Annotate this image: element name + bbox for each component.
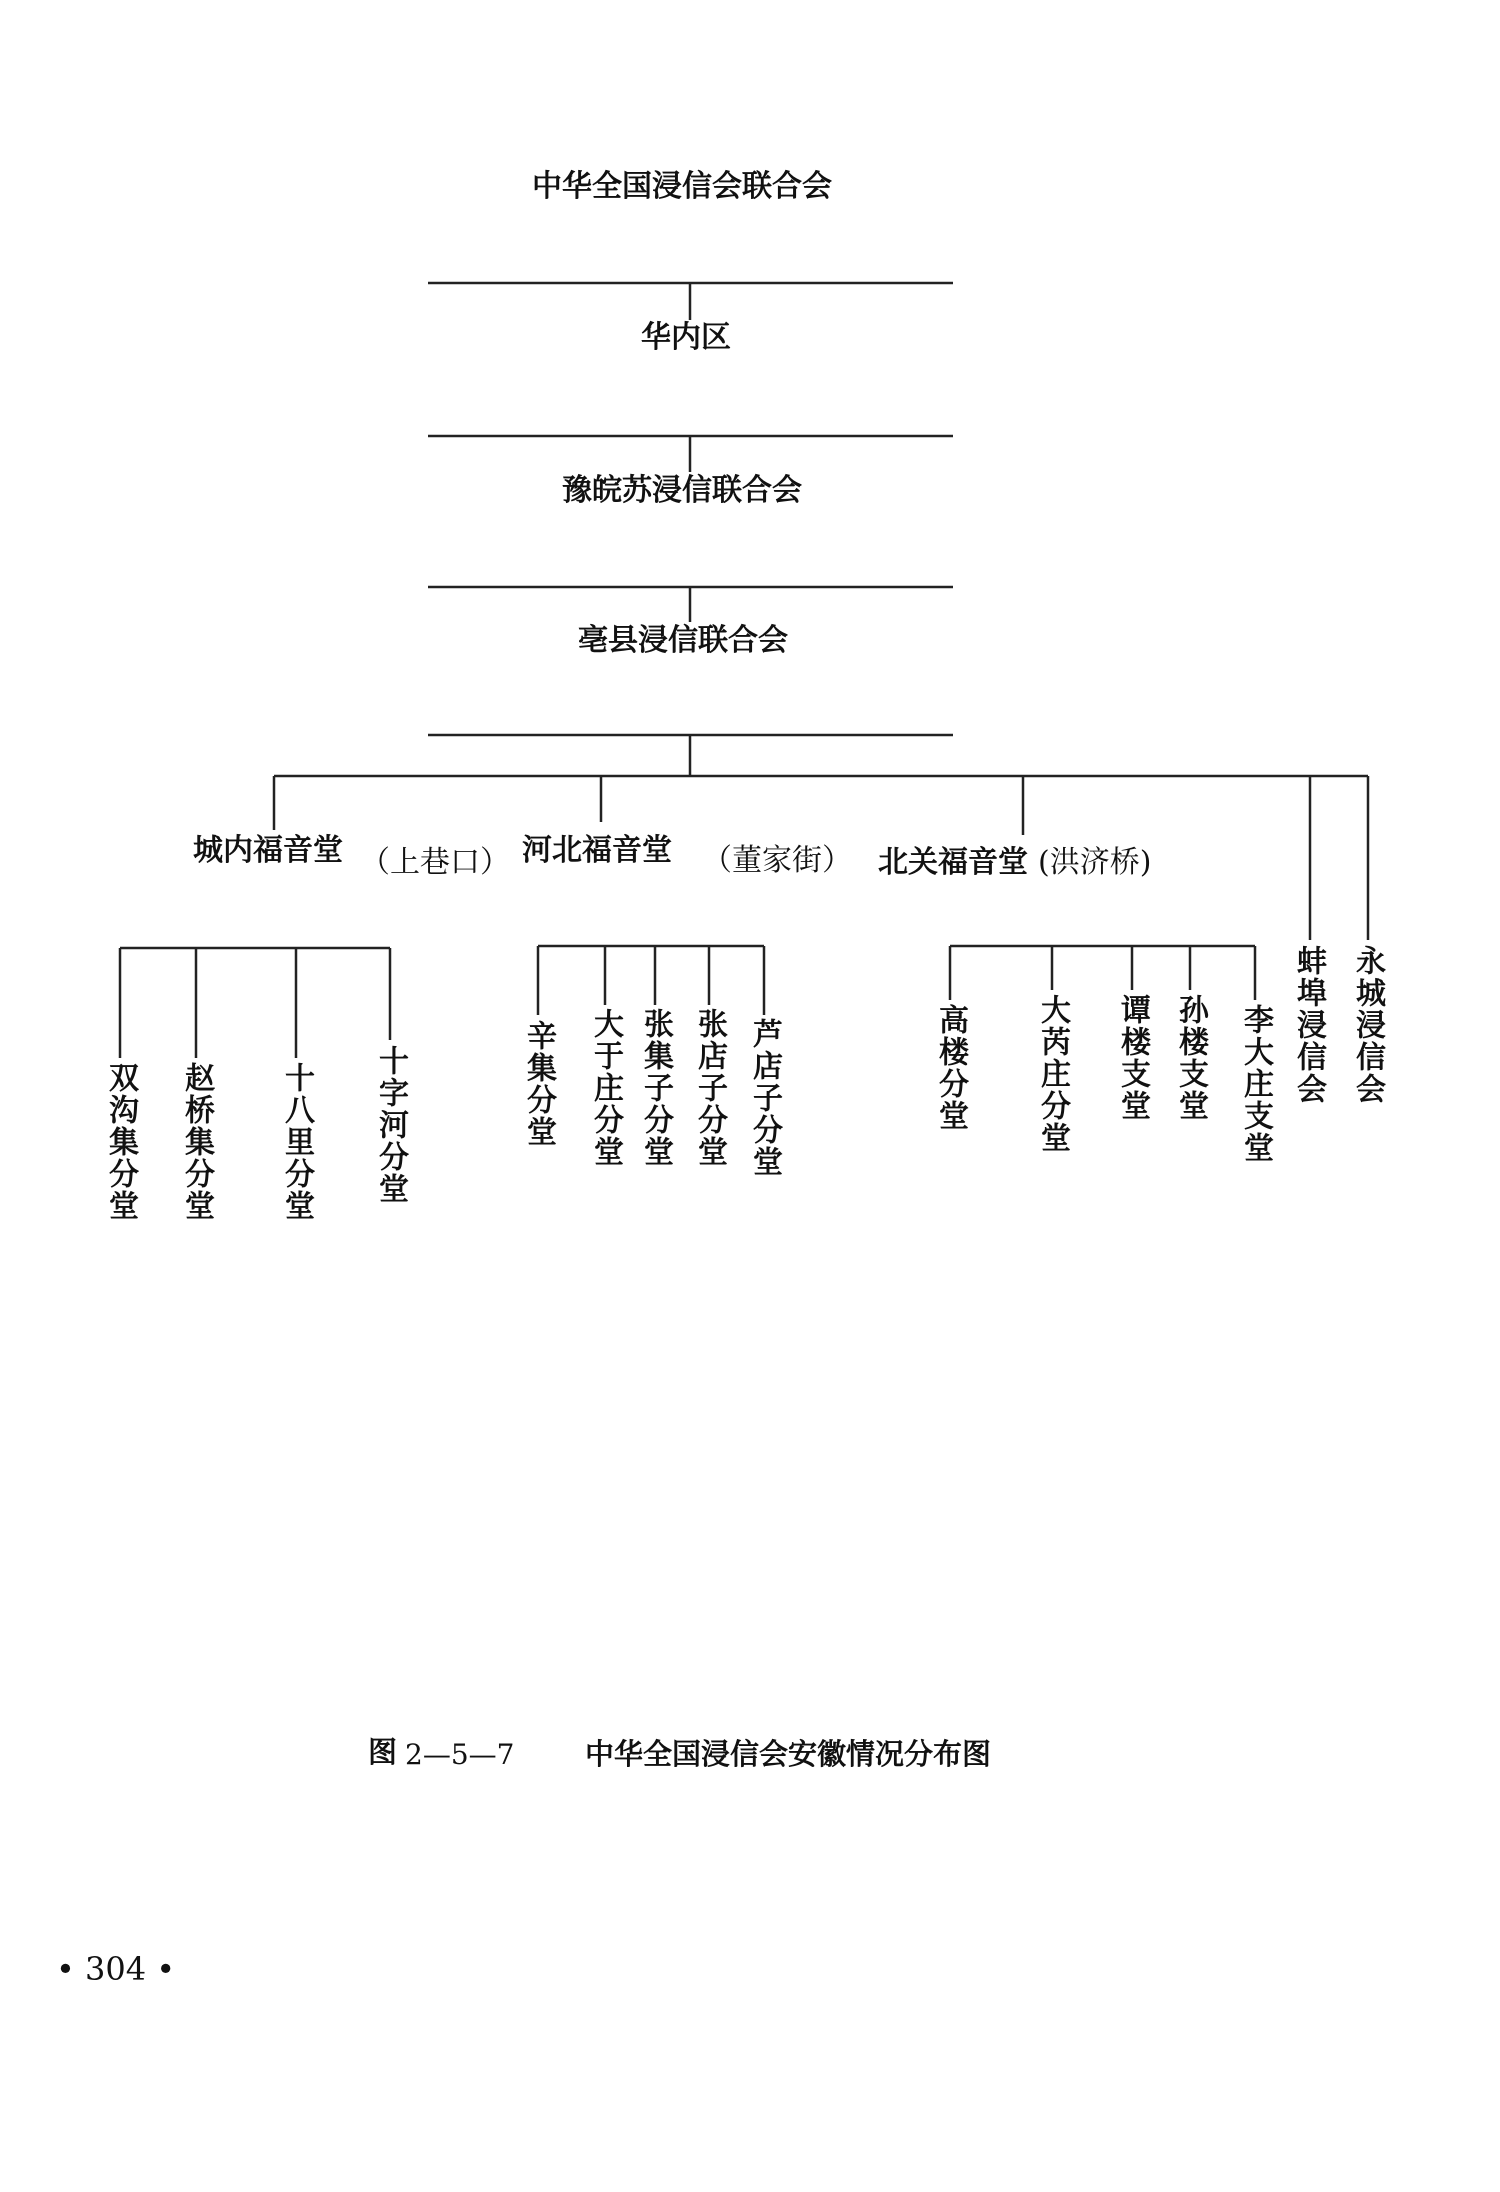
church-chengnei-location: （上巷口） (360, 845, 510, 880)
branch-daruizhuang: 大芮庄分堂 (1035, 994, 1070, 1154)
branch-gaolou: 高楼分堂 (933, 1004, 968, 1132)
branch-shuanggouji: 双沟集分堂 (103, 1062, 138, 1222)
node-top-federation: 中华全国浸信会联合会 (532, 169, 832, 204)
branch-zhangdianzi: 张店子分堂 (692, 1008, 727, 1168)
branch-zhangjizi: 张集子分堂 (638, 1008, 673, 1168)
branch-shibali: 十八里分堂 (279, 1062, 314, 1222)
figure-title: 中华全国浸信会安徽情况分布图 (585, 1737, 992, 1771)
node-county-union: 亳县浸信联合会 (578, 623, 788, 658)
church-hebei-location: （董家街） (702, 843, 852, 878)
figure-label: 图 (368, 1735, 398, 1769)
branch-zhaoqiaoji: 赵桥集分堂 (179, 1062, 214, 1222)
figure-number: 2—5—7 (405, 1738, 515, 1771)
branch-ludianzi: 芦店子分堂 (747, 1018, 782, 1178)
independent-bengbu: 蚌埠浸信会 (1291, 945, 1326, 1105)
node-provincial-union: 豫皖苏浸信联合会 (562, 473, 802, 508)
branch-xinji: 辛集分堂 (521, 1020, 556, 1148)
branch-shizihe: 十字河分堂 (373, 1045, 408, 1205)
node-region: 华内区 (641, 320, 731, 355)
branch-sunlou: 孙楼支堂 (1173, 994, 1208, 1122)
page-number: • 304 • (56, 1950, 176, 1988)
branch-dayuzhuang: 大于庄分堂 (588, 1008, 623, 1168)
independent-yongcheng: 永城浸信会 (1350, 945, 1385, 1105)
church-beiguan: 北关福音堂 (878, 845, 1028, 880)
branch-tanlou: 谭楼支堂 (1115, 994, 1150, 1122)
church-chengnei: 城内福音堂 (193, 833, 343, 868)
church-hebei: 河北福音堂 (522, 833, 672, 868)
church-beiguan-location: (洪济桥) (1038, 845, 1152, 880)
branch-lidazhuang: 李大庄支堂 (1238, 1004, 1273, 1164)
